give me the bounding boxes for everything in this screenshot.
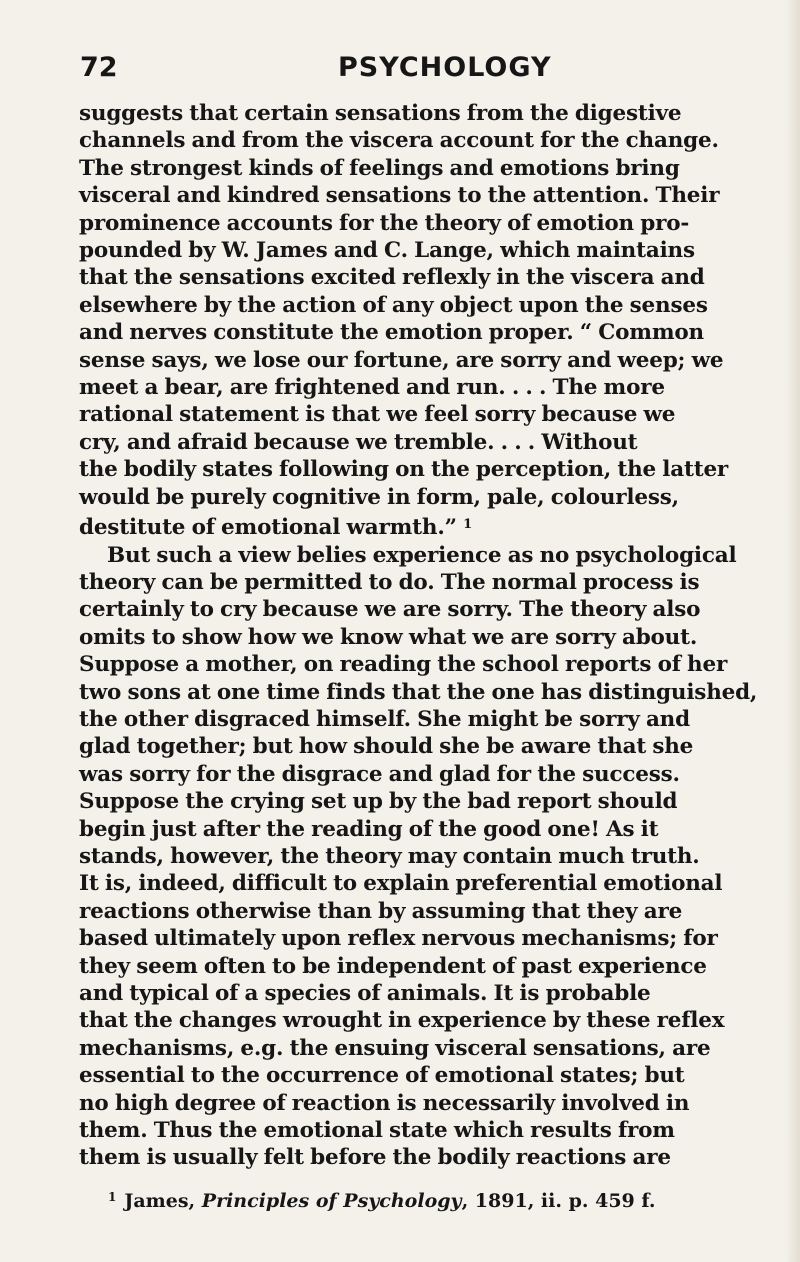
- text-line: Suppose the crying set up by the bad report should: [79, 789, 678, 815]
- text-line: glad together; but how should she be aware that she: [79, 734, 694, 760]
- text-line: sense says, we lose our fortune, are sorry and weep; we: [79, 347, 724, 373]
- footnote-author: James,: [124, 1190, 196, 1212]
- paragraph-2: [79, 542, 779, 1172]
- text-line: mechanisms, e.g. the ensuing visceral sensations, are: [79, 1035, 711, 1061]
- text-line: the bodily states following on the perception, the latter: [79, 457, 729, 483]
- text-line: theory can be permitted to do. The normal process is: [79, 569, 700, 595]
- page-header: [80, 52, 740, 92]
- text-line: visceral and kindred sensations to the attention. Their: [79, 183, 720, 209]
- text-line: and nerves constitute the emotion proper. “ Common: [79, 320, 704, 346]
- body-text: [79, 100, 779, 1172]
- text-line: them. Thus the emotional state which results from: [79, 1118, 675, 1144]
- text-line: suggests that certain sensations from the digestive: [79, 101, 682, 126]
- text-line: Suppose a mother, on reading the school reports of her: [79, 652, 728, 678]
- text-line: and typical of a species of animals. It is probable: [79, 981, 651, 1006]
- text-line: would be purely cognitive in form, pale, colourless,: [79, 484, 679, 510]
- text-line: begin just after the reading of the good one! As it: [79, 816, 659, 842]
- footnote: [108, 1190, 655, 1212]
- text-line: elsewhere by the action of any object upon the senses: [79, 292, 708, 318]
- text-line: that the sensations excited reflexly in the viscera and: [79, 265, 705, 291]
- text-line: two sons at one time finds that the one has distinguished,: [79, 679, 758, 705]
- text-line: omits to show how we know what we are sorry about.: [79, 624, 698, 650]
- page-number: 72: [80, 52, 118, 83]
- running-head: PSYCHOLOGY: [338, 52, 552, 83]
- footnote-title: Principles of Psychology: [201, 1190, 462, 1212]
- text-line: pounded by W. James and C. Lange, which maintains: [79, 238, 695, 264]
- text-line: them is usually felt before the bodily reactions are: [79, 1145, 671, 1171]
- footnote-reference: 1: [463, 517, 472, 533]
- text-line: was sorry for the disgrace and glad for the success.: [79, 761, 680, 787]
- text-line: meet a bear, are frightened and run. . . . The more: [79, 375, 665, 401]
- text-line: It is, indeed, difficult to explain preferential emotional: [79, 871, 723, 897]
- paragraph-1: [79, 100, 779, 542]
- text-line: the other disgraced himself. She might be sorry and: [79, 706, 690, 732]
- text-line: cry, and afraid because we tremble. . . . Without: [79, 429, 638, 455]
- footnote-details: , 1891, ii. p. 459 f.: [461, 1190, 656, 1212]
- footnote-marker: 1: [108, 1190, 117, 1204]
- page-edge-shadow: [786, 0, 800, 1262]
- text-line: The strongest kinds of feelings and emotions bring: [79, 155, 680, 181]
- text-line: But such a view belies experience as no psychological: [107, 542, 737, 568]
- text-line: rational statement is that we feel sorry because we: [79, 402, 676, 428]
- text-line: no high degree of reaction is necessarily involved in: [79, 1090, 690, 1116]
- text-line: they seem often to be independent of past experience: [79, 953, 707, 979]
- text-line: certainly to cry because we are sorry. The theory also: [79, 597, 701, 623]
- text-line: essential to the occurrence of emotional states; but: [79, 1063, 685, 1089]
- text-line: based ultimately upon reflex nervous mechanisms; for: [79, 926, 718, 952]
- text-line: that the changes wrought in experience by these reflex: [79, 1008, 725, 1034]
- text-line: reactions otherwise than by assuming that they are: [79, 898, 683, 924]
- text-line: channels and from the viscera account for the change.: [79, 128, 719, 154]
- text-line-content: destitute of emotional warmth.”: [79, 515, 457, 541]
- text-line-last: [79, 511, 779, 541]
- text-line: stands, however, the theory may contain much truth.: [79, 843, 700, 869]
- text-line: prominence accounts for the theory of emotion pro-: [79, 210, 690, 236]
